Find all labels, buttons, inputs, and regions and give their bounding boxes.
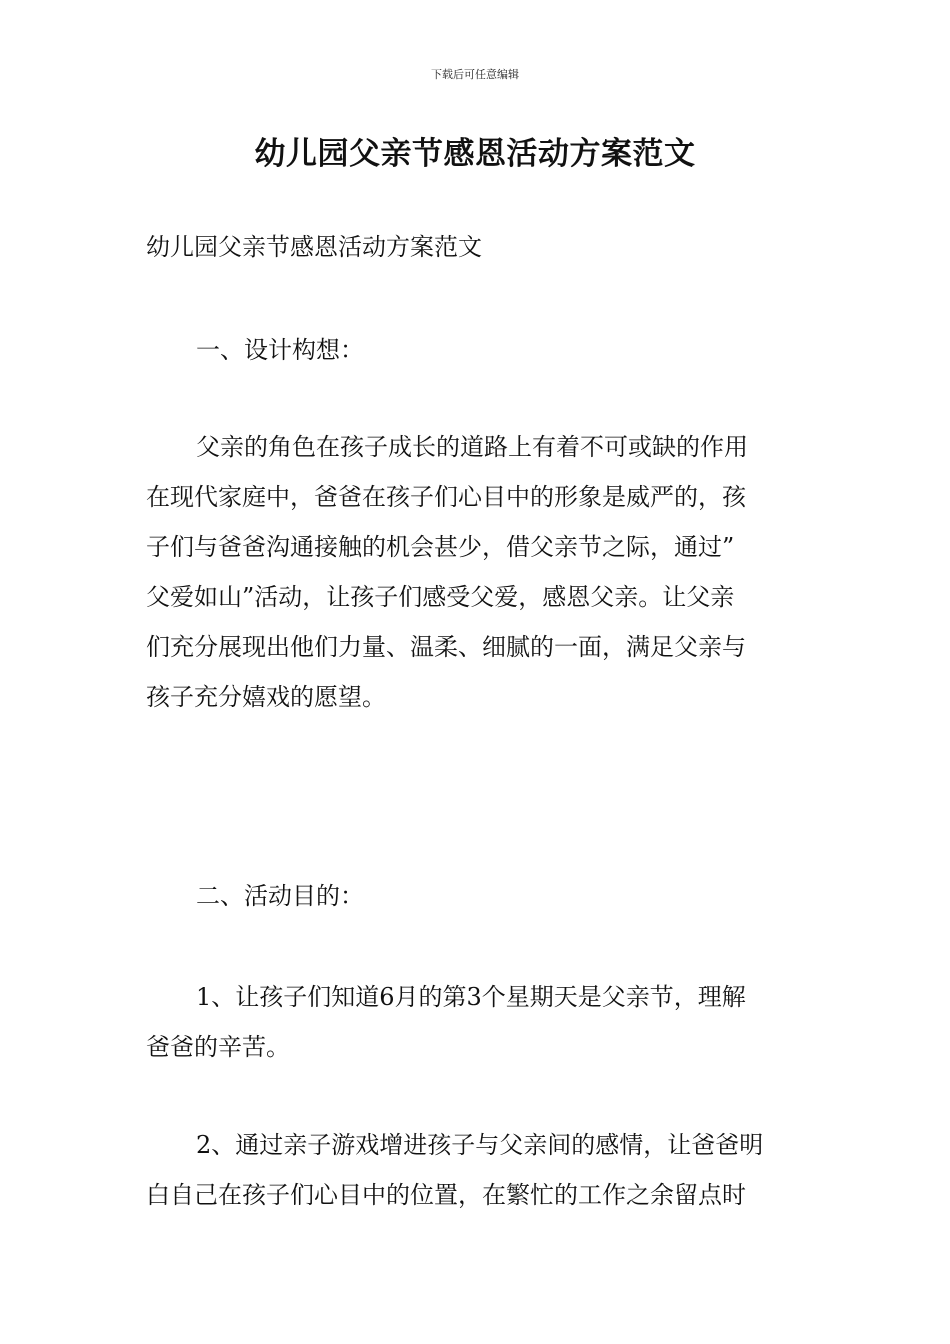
section1-heading: 一、设计构想： <box>196 336 364 364</box>
paragraph-line: 父爱如山”活动，让孩子们感受父爱，感恩父亲。让父亲 <box>146 583 735 611</box>
header-note: 下载后可任意编辑 <box>431 68 519 81</box>
section2-heading: 二、活动目的： <box>196 882 364 910</box>
paragraph-line: 1、让孩子们知道6月的第3个星期天是父亲节，理解 <box>196 983 746 1011</box>
paragraph-line: 2、通过亲子游戏增进孩子与父亲间的感情，让爸爸明 <box>196 1131 764 1159</box>
paragraph-line: 们充分展现出他们力量、温柔、细腻的一面，满足父亲与 <box>146 633 746 661</box>
section1-paragraph <box>146 422 811 722</box>
section2-heading-block <box>146 871 811 921</box>
section2-item1 <box>146 972 811 1072</box>
paragraph-line: 爸爸的辛苦。 <box>146 1033 290 1061</box>
subtitle-line: 幼儿园父亲节感恩活动方案范文 <box>146 233 482 261</box>
document-subtitle <box>146 222 811 272</box>
section2-item2 <box>146 1120 811 1220</box>
paragraph-line: 白自己在孩子们心目中的位置，在繁忙的工作之余留点时 <box>146 1181 746 1209</box>
paragraph-line: 在现代家庭中，爸爸在孩子们心目中的形象是威严的，孩 <box>146 483 746 511</box>
paragraph-line: 父亲的角色在孩子成长的道路上有着不可或缺的作用 <box>196 433 748 461</box>
paragraph-line: 子们与爸爸沟通接触的机会甚少，借父亲节之际，通过” <box>146 533 735 561</box>
section1-heading-block <box>146 325 811 375</box>
document-title: 幼儿园父亲节感恩活动方案范文 <box>254 136 696 172</box>
paragraph-line: 孩子充分嬉戏的愿望。 <box>146 683 386 711</box>
